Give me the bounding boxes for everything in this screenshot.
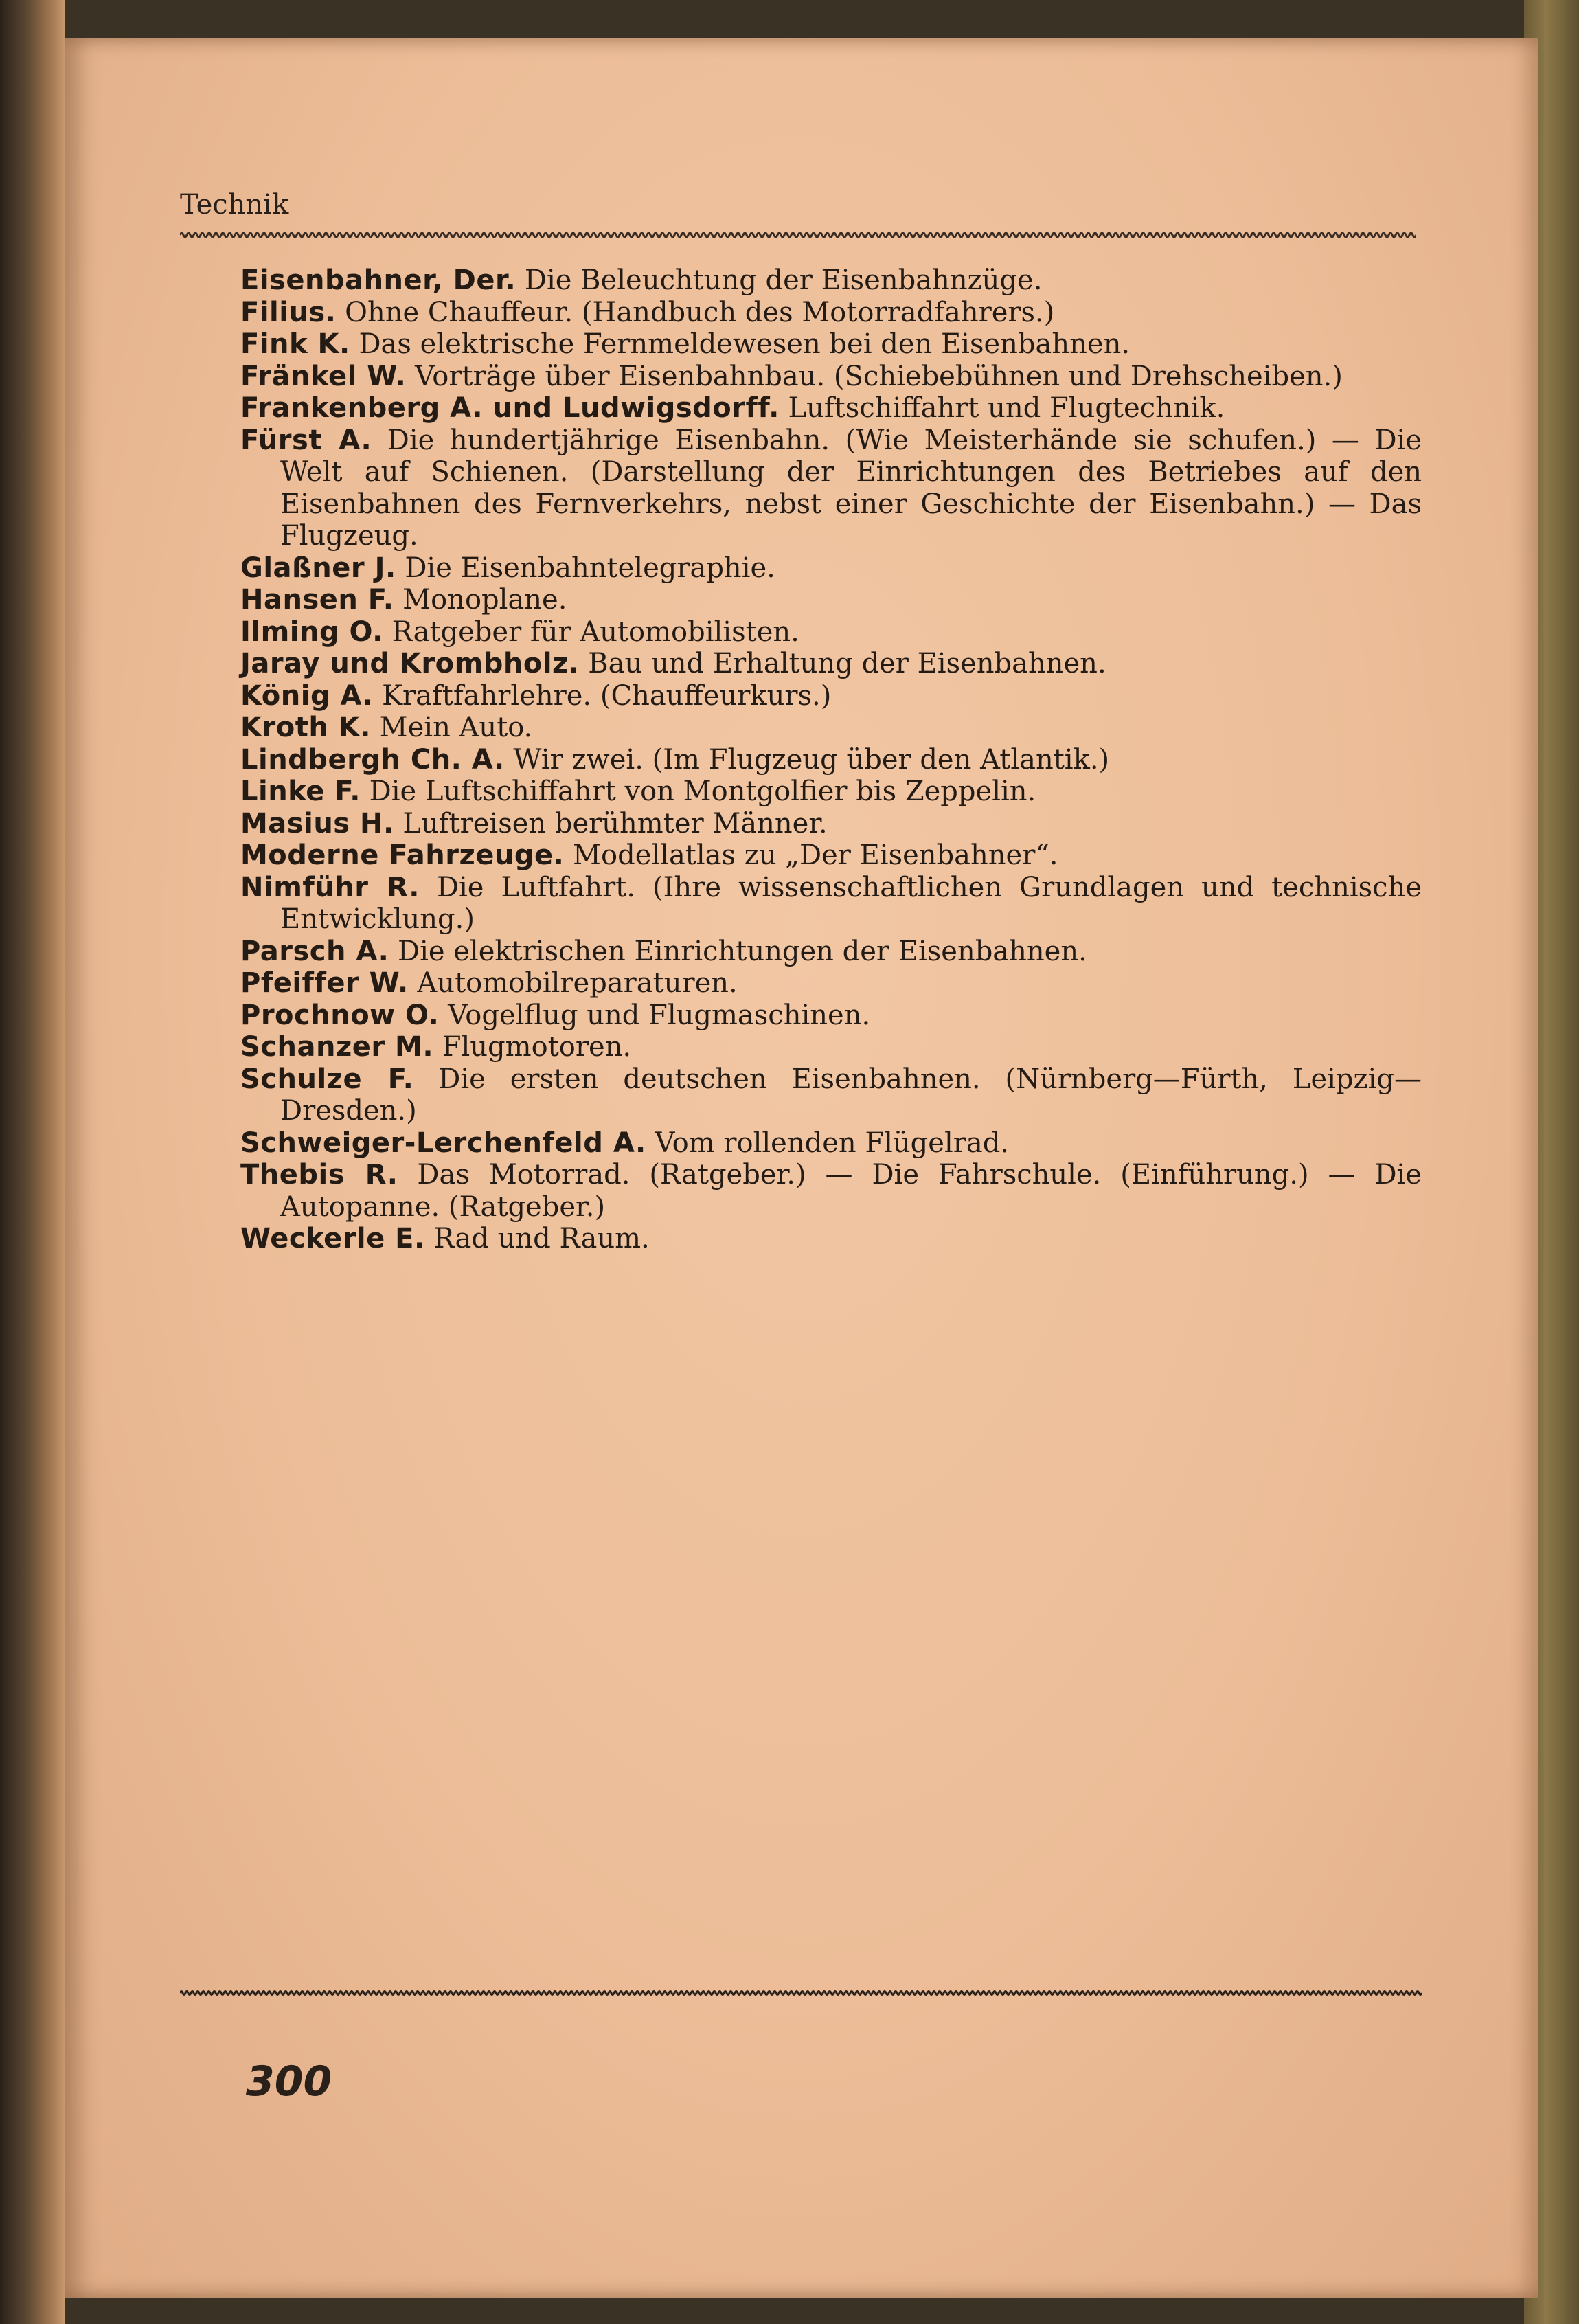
list-item [240,1127,1422,1160]
entry-author: Fürst A. [240,424,372,456]
list-item [240,328,1422,361]
list-item [240,1063,1422,1127]
book-edge-left [0,0,65,2324]
page-header: Technik [180,189,289,221]
page-number: 300 [246,2057,332,2106]
entry-title: Die Luftschiffahrt von Montgolfier bis Zeppelin. [369,776,1036,807]
entry-title: Modellatlas zu „Der Eisenbahner“. [573,839,1058,871]
entry-title: Das Motorrad. (Ratgeber.) — Die Fahrschule. (Einführung.) — Die Autopanne. (Ratgeber.) [280,1159,1422,1223]
entry-title: Die Eisenbahntelegraphie. [405,552,775,584]
entry-title: Die Beleuchtung der Eisenbahnzüge. [524,264,1043,296]
entry-title: Vogelflug und Flugmaschinen. [448,999,871,1031]
entry-author: Eisenbahner, Der. [240,264,516,296]
entry-title: Ratgeber für Automobilisten. [391,616,799,648]
entry-author: Jaray und Krombholz. [240,648,580,679]
list-item [240,808,1422,840]
entry-title: Das elektrische Fernmeldewesen bei den Eisenbahnen. [359,328,1131,360]
entry-title: Kraftfahrlehre. (Chauffeurkurs.) [382,679,832,712]
entry-title: Vorträge über Eisenbahnbau. (Schiebebühnen und Drehscheiben.) [415,360,1343,392]
header-wavy-rule [180,230,1416,240]
list-item [240,1000,1422,1032]
entry-author: König A. [240,679,374,712]
entry-title: Wir zwei. (Im Flugzeug über den Atlantik.) [513,743,1110,776]
list-item [240,361,1422,393]
entry-author: Schweiger-Lerchenfeld A. [240,1127,646,1159]
entry-author: Moderne Fahrzeuge. [240,839,565,871]
list-item [240,616,1422,648]
list-item [240,392,1422,425]
entry-author: Nimführ R. [240,871,420,903]
list-item [240,967,1422,1000]
list-item [240,744,1422,776]
list-item [240,1159,1422,1223]
entry-author: Pfeiffer W. [240,967,409,999]
entry-title: Mein Auto. [379,712,533,743]
entry-title: Luftreisen berühmter Männer. [402,807,828,839]
footer-wavy-rule [180,1989,1422,1997]
list-item [240,584,1422,616]
list-item [240,1031,1422,1063]
entry-author: Masius H. [240,807,394,839]
entry-author: Hansen F. [240,584,394,616]
list-item [240,552,1422,585]
list-item [240,776,1422,808]
entry-title: Die ersten deutschen Eisenbahnen. (Nürnberg—Fürth, Leipzig—Dresden.) [280,1063,1422,1127]
entry-author: Ilming O. [240,616,383,648]
entry-author: Prochnow O. [240,999,440,1031]
list-item [240,425,1422,552]
entry-title: Bau und Erhaltung der Eisenbahnen. [588,648,1106,679]
entry-title: Die hundertjährige Eisenbahn. (Wie Meisterhände sie schufen.) — Die Welt auf Schienen. (Darstellung der Einrichtungen des Betriebes auf den Eisenbahnen des Fernverkehrs, nebst einer Geschichte der Eisenbahn.) — Das Flugzeug. [280,424,1422,552]
entry-author: Thebis R. [240,1159,398,1191]
list-item [240,1223,1422,1255]
entry-author: Linke F. [240,776,361,807]
entry-author: Fink K. [240,328,350,360]
entry-author: Schulze F. [240,1063,414,1095]
entry-author: Kroth K. [240,712,371,743]
entry-title: Vom rollenden Flügelrad. [655,1127,1010,1159]
entry-author: Schanzer M. [240,1031,434,1063]
list-item [240,264,1422,297]
entry-title: Monoplane. [402,584,567,616]
entry-list [240,264,1422,1255]
entry-author: Parsch A. [240,935,389,967]
entry-author: Frankenberg A. und Ludwigsdorff. [240,392,780,424]
list-item [240,648,1422,680]
entry-title: Ohne Chauffeur. (Handbuch des Motorradfahrers.) [345,296,1055,328]
entry-author: Glaßner J. [240,552,396,584]
entry-title: Automobilreparaturen. [417,967,738,999]
list-item [240,712,1422,744]
list-item [240,936,1422,968]
entry-author: Weckerle E. [240,1223,425,1254]
entry-title: Rad und Raum. [433,1223,650,1254]
list-item [240,839,1422,872]
list-item [240,872,1422,936]
list-item [240,680,1422,712]
list-item [240,297,1422,329]
entry-author: Fränkel W. [240,360,407,392]
entry-author: Lindbergh Ch. A. [240,743,505,776]
entry-title: Die elektrischen Einrichtungen der Eisenbahnen. [398,935,1087,967]
entry-title: Flugmotoren. [442,1031,632,1063]
entry-author: Filius. [240,296,337,328]
entry-title: Luftschiffahrt und Flugtechnik. [788,392,1225,424]
entry-title: Die Luftfahrt. (Ihre wissenschaftlichen Grundlagen und technische Entwicklung.) [280,871,1422,935]
